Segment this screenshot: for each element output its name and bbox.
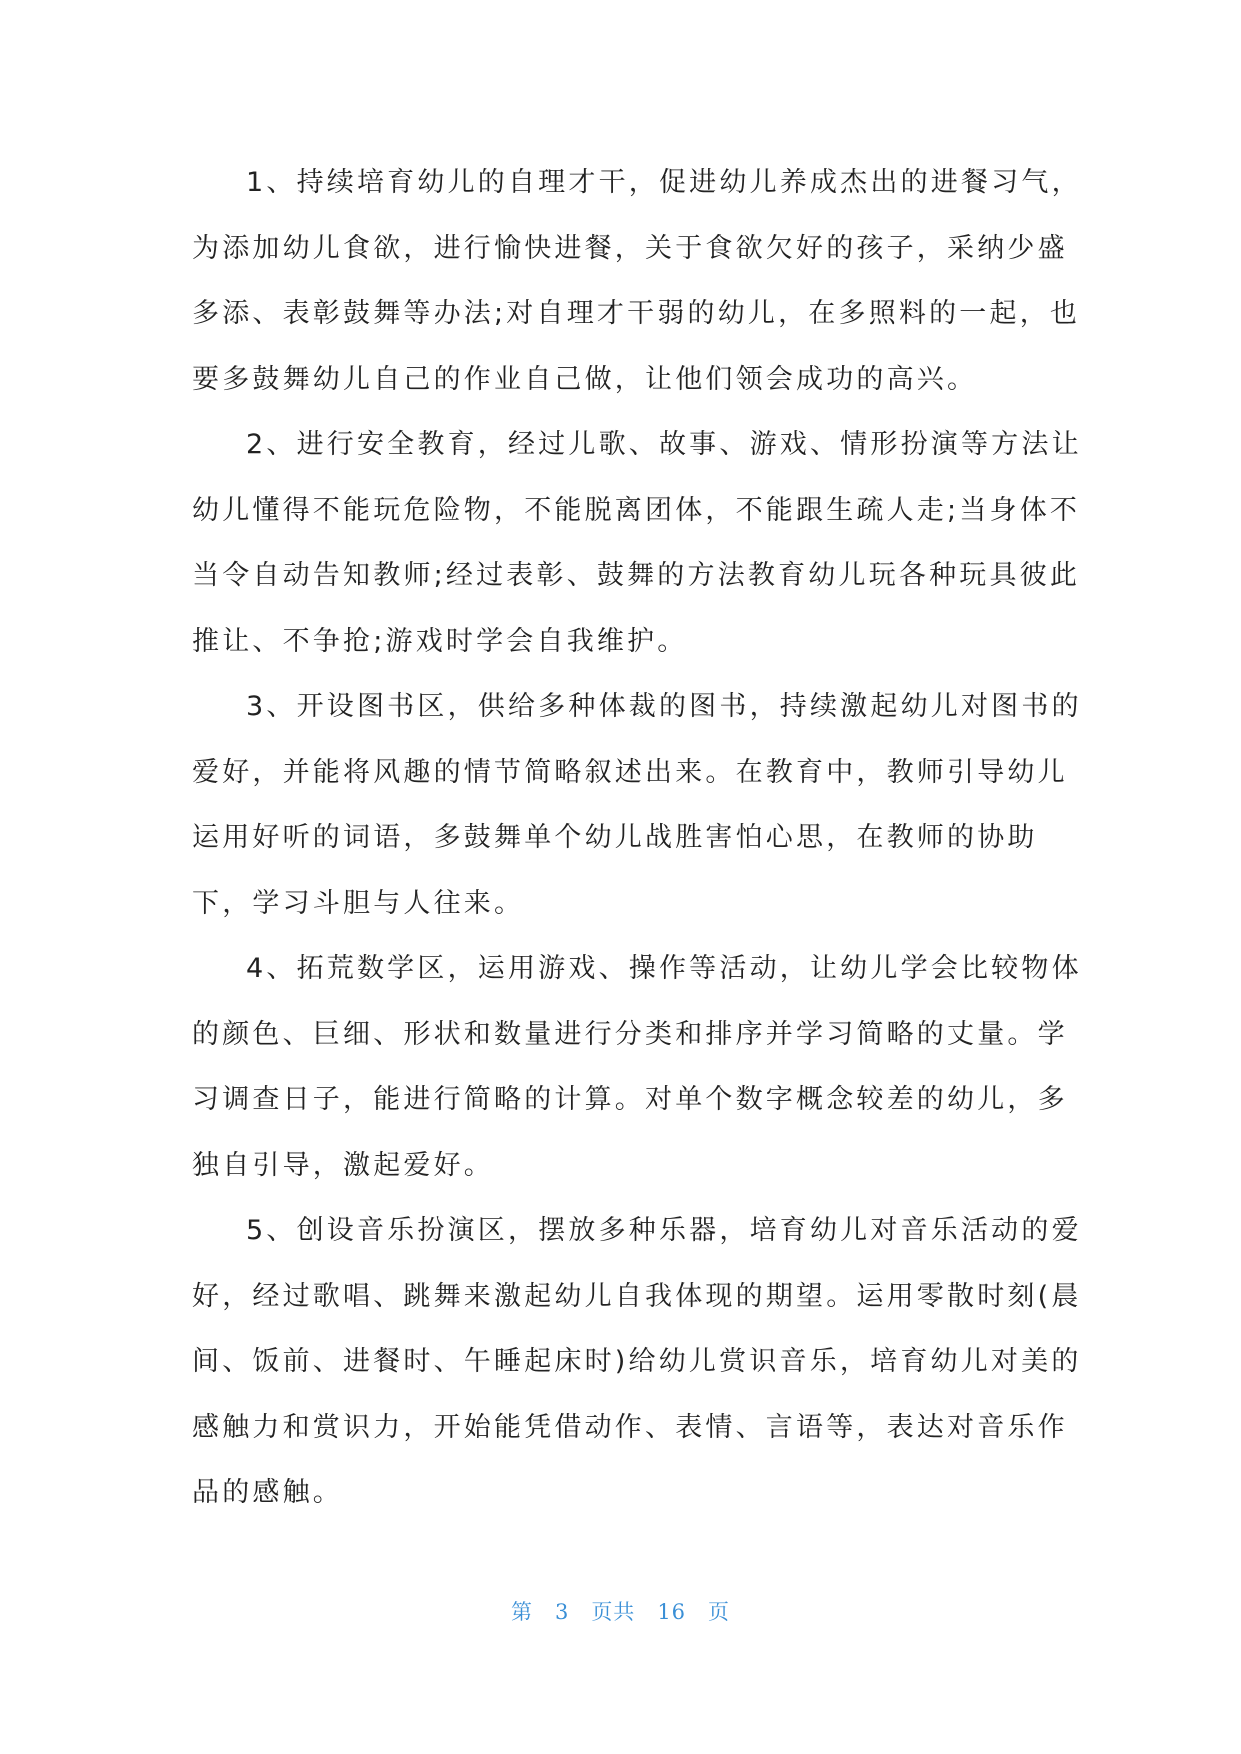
text-line: 多添、表彰鼓舞等办法;对自理才干弱的幼儿，在多照料的一起，也: [192, 298, 1081, 329]
text-line: 好，经过歌唱、跳舞来激起幼儿自我体现的期望。运用零散时刻(晨: [192, 1280, 1082, 1312]
text-line: 下，学习斗胆与人往来。: [192, 887, 525, 919]
text-line: 当令自动告知教师;经过表彰、鼓舞的方法教育幼儿玩各种玩具彼此: [192, 560, 1081, 591]
text-line: 感触力和赏识力，开始能凭借动作、表情、言语等，表达对音乐作: [192, 1411, 1068, 1443]
document-body: [192, 150, 1082, 1526]
paragraph-2: [192, 412, 1082, 674]
page-footer: [0, 1596, 1241, 1626]
text-line: 的颜色、巨细、形状和数量进行分类和排序并学习简略的丈量。学: [192, 1018, 1068, 1050]
text-line: 3、开设图书区，供给多种体裁的图书，持续激起幼儿对图书的: [246, 691, 1082, 722]
footer-suffix: 页: [708, 1600, 731, 1624]
text-line: 要多鼓舞幼儿自己的作业自己做，让他们领会成功的高兴。: [192, 363, 978, 395]
text-line: 为添加幼儿食欲，进行愉快进餐，关于食欲欠好的孩子，采纳少盛: [192, 232, 1068, 264]
paragraph-1: [192, 150, 1082, 412]
footer-middle: 页共: [591, 1600, 636, 1624]
footer-prefix: 第: [510, 1600, 533, 1624]
text-line: 间、饭前、进餐时、午睡起床时)给幼儿赏识音乐，培育幼儿对美的: [192, 1346, 1082, 1377]
text-line: 运用好听的词语，多鼓舞单个幼儿战胜害怕心思，在教师的协助: [192, 822, 1038, 853]
text-line: 独自引导，激起爱好。: [192, 1149, 494, 1181]
text-line: 幼儿懂得不能玩危险物，不能脱离团体，不能跟生疏人走;当身体不: [192, 494, 1081, 526]
text-line: 1、持续培育幼儿的自理才干，促进幼儿养成杰出的进餐习气，: [246, 167, 1082, 198]
paragraph-4: [192, 936, 1082, 1198]
current-page-number: 3: [554, 1600, 570, 1624]
text-line: 5、创设音乐扮演区，摆放多种乐器，培育幼儿对音乐活动的爱: [246, 1215, 1082, 1246]
text-line: 4、拓荒数学区，运用游戏、操作等活动，让幼儿学会比较物体: [246, 953, 1082, 984]
paragraph-3: [192, 674, 1082, 936]
text-line: 推让、不争抢;游戏时学会自我维护。: [192, 625, 688, 657]
text-line: 习调查日子，能进行简略的计算。对单个数字概念较差的幼儿，多: [192, 1084, 1068, 1115]
text-line: 2、进行安全教育，经过儿歌、故事、游戏、情形扮演等方法让: [246, 429, 1082, 460]
text-line: 品的感触。: [192, 1477, 343, 1508]
total-pages-number: 16: [657, 1600, 687, 1624]
text-line: 爱好，并能将风趣的情节简略叙述出来。在教育中，教师引导幼儿: [192, 756, 1068, 788]
paragraph-5: [192, 1198, 1082, 1526]
